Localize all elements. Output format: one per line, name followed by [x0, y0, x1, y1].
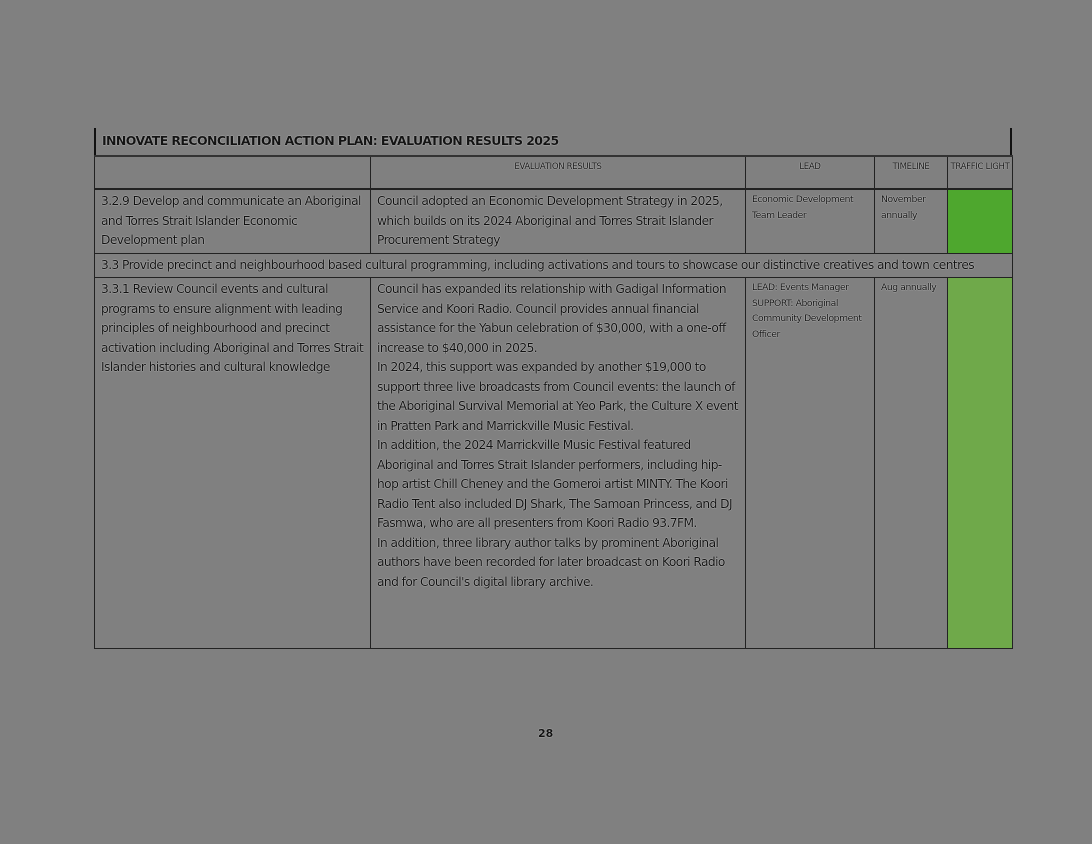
section-row: [95, 253, 1013, 278]
lead-cell: [746, 278, 875, 649]
table-row: [95, 189, 1013, 253]
traffic-light-cell: [948, 189, 1013, 253]
lead-line: LEAD: Events Manager: [752, 282, 849, 293]
timeline-cell: November annually: [875, 189, 948, 253]
section-heading: 3.3 Provide precinct and neighbourhood based cultural programming, including activations and tours to showcase our distinctive creatives and town centres: [95, 253, 1013, 278]
evaluation-result-cell: [371, 278, 746, 649]
table-row: [95, 278, 1013, 649]
result-paragraph: In 2024, this support was expanded by another $19,000 to support three live broadcasts from Council events: the launch of the Aboriginal Survival Memorial at Yeo Park, the Culture X event in Pratten Park and Marrickville Music Festival.: [377, 360, 739, 433]
document-title: INNOVATE RECONCILIATION ACTION PLAN: EVALUATION RESULTS 2025: [102, 133, 559, 148]
traffic-light-cell: [948, 278, 1013, 649]
result-paragraph: In addition, the 2024 Marrickville Music Festival featured Aboriginal and Torres Strait Islander performers, including hip-hop artist Chill Cheney and the Gomeroi artist MINTY. The Koori Radio Tent also included DJ Shark, The Samoan Princess, and DJ Fasmwa, who are all presenters from Koori Radio 93.7FM.: [377, 438, 732, 530]
result-paragraph: Council adopted an Economic Development Strategy in 2025, which builds on its 2024 Aboriginal and Torres Strait Islander Procurement Strategy: [377, 194, 723, 247]
header-row: [95, 156, 1013, 189]
header-lead: LEAD: [746, 156, 875, 189]
action-cell: 3.3.1 Review Council events and cultural programs to ensure alignment with leading principles of neighbourhood and precinct activation including Aboriginal and Torres Strait Islander histories and cultural knowledge: [95, 278, 371, 649]
result-paragraph: In addition, three library author talks by prominent Aboriginal authors have been recorded for later broadcast on Koori Radio and for Council's digital library archive.: [377, 535, 725, 589]
title-bar: [94, 128, 1012, 155]
header-timeline: TIMELINE: [875, 156, 948, 189]
header-action: [95, 156, 371, 189]
page-number: 28: [538, 727, 554, 740]
evaluation-result-cell: [371, 189, 746, 253]
action-cell: 3.2.9 Develop and communicate an Aboriginal and Torres Strait Islander Economic Development plan: [95, 189, 371, 253]
evaluation-table: [94, 155, 1013, 649]
result-paragraph: Council has expanded its relationship with Gadigal Information Service and Koori Radio. Council provides annual financial assistance for the Yabun celebration of $30,000, with a one-off increase to $40,000 in 2025.: [377, 282, 727, 355]
support-line: SUPPORT: Aboriginal Community Development Officer: [752, 297, 862, 340]
header-traffic-light: TRAFFIC LIGHT: [948, 156, 1013, 189]
header-evaluation-results: EVALUATION RESULTS: [371, 156, 746, 189]
lead-cell: Economic Development Team Leader: [746, 189, 875, 253]
timeline-cell: Aug annually: [875, 278, 948, 649]
